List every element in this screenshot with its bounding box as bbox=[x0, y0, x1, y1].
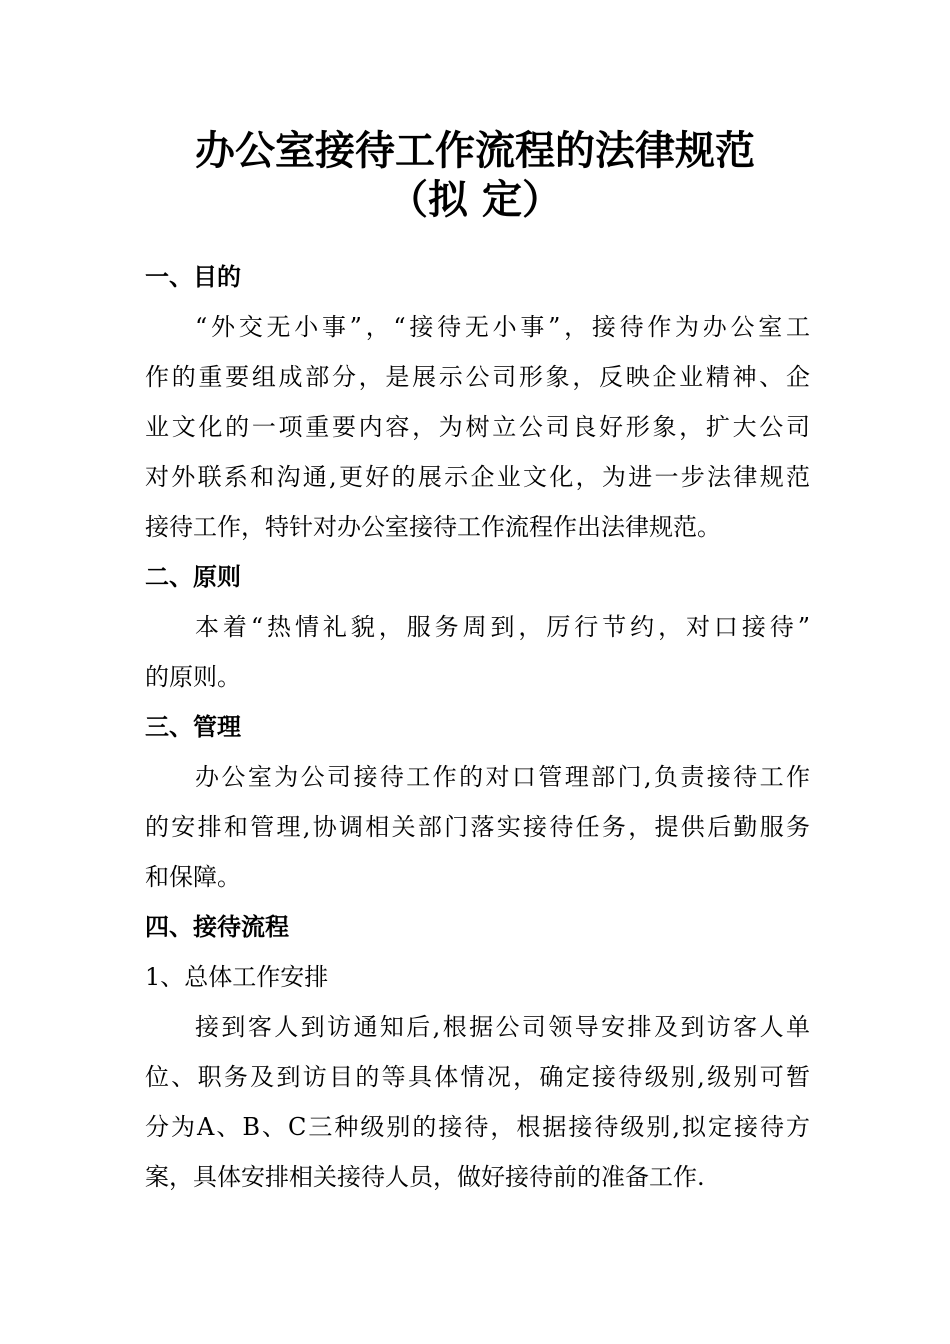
section-heading-purpose: 一、目的 bbox=[145, 262, 241, 291]
paragraph-line: 案，具体安排相关接待人员，做好接待前的准备工作. bbox=[145, 1163, 705, 1191]
section-heading-reception-process: 四、接待流程 bbox=[145, 912, 289, 941]
paragraph-line: 位、职务及到访目的等具体情况，确定接待级别,级别可暂 bbox=[145, 1063, 810, 1091]
paragraph-line: 和保障。 bbox=[145, 863, 241, 891]
document-title: 办公室接待工作流程的法律规范 bbox=[195, 127, 755, 174]
paragraph-line: 本着“热情礼貌，服务周到，厉行节约，对口接待” bbox=[195, 613, 810, 641]
paragraph-line: 办公室为公司接待工作的对口管理部门,负责接待工作 bbox=[195, 763, 810, 791]
paragraph-line: 接到客人到访通知后,根据公司领导安排及到访客人单 bbox=[195, 1013, 810, 1041]
paragraph-line: 的安排和管理,协调相关部门落实接待任务，提供后勤服务 bbox=[145, 813, 810, 841]
subsection-heading-overall-arrangement: 1、总体工作安排 bbox=[145, 963, 329, 991]
section-paragraph-management bbox=[145, 752, 810, 902]
section-paragraph-reception-process bbox=[145, 1002, 810, 1202]
section-paragraph-purpose bbox=[145, 302, 810, 552]
paragraph-line: 对外联系和沟通,更好的展示企业文化，为进一步法律规范 bbox=[145, 463, 810, 491]
paragraph-line: “外交无小事”，“接待无小事”，接待作为办公室工 bbox=[195, 313, 810, 341]
document-subtitle: （拟 定） bbox=[388, 176, 562, 223]
section-heading-principle: 二、原则 bbox=[145, 562, 241, 591]
section-paragraph-principle bbox=[145, 602, 810, 702]
paragraph-line: 接待工作，特针对办公室接待工作流程作出法律规范。 bbox=[145, 513, 721, 541]
paragraph-line: 业文化的一项重要内容，为树立公司良好形象，扩大公司 bbox=[145, 413, 810, 441]
paragraph-line: 的原则。 bbox=[145, 663, 241, 691]
paragraph-line: 分为A、B、C三种级别的接待，根据接待级别,拟定接待方 bbox=[145, 1113, 810, 1141]
section-heading-management: 三、管理 bbox=[145, 712, 241, 741]
document-body bbox=[145, 252, 810, 1202]
paragraph-line: 作的重要组成部分，是展示公司形象，反映企业精神、企 bbox=[145, 363, 810, 391]
